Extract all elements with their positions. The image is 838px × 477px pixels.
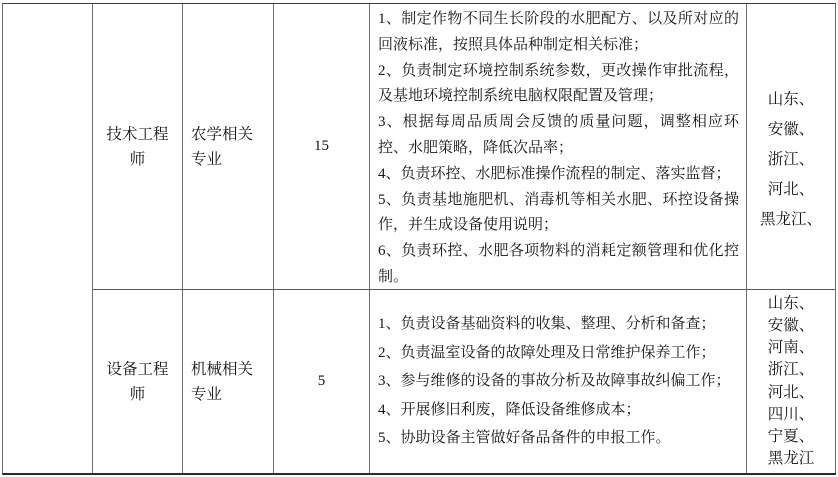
location-item: 浙江、	[767, 361, 815, 379]
duty-item: 2、负责温室设备的故障处理及日常维护保养工作；	[378, 344, 716, 361]
location-item: 安徽、	[767, 120, 815, 138]
location-item: 山东、	[767, 90, 815, 108]
location-item: 河北、	[767, 383, 815, 401]
duty-item: 6、负责环控、水肥各项物料的消耗定额管理和优化控制。	[378, 243, 739, 285]
job-title-cell-row1	[93, 4, 183, 290]
headcount-text: 15	[314, 138, 329, 154]
location-item: 河南、	[767, 339, 815, 357]
location-item: 浙江、	[767, 150, 815, 168]
location-item: 四川、	[767, 405, 815, 423]
location-item: 河北、	[767, 180, 815, 198]
location-item: 黑龙江、	[759, 210, 822, 228]
duty-item: 1、负责设备基础资料的收集、整理、分析和备查；	[378, 316, 716, 333]
duty-item: 3、根据每周品质周会反馈的质量问题，调整相应环控、水肥策略，降低次品率；	[378, 114, 739, 156]
headcount-cell-row1	[274, 4, 370, 290]
locations-cell-row1	[747, 4, 836, 290]
duty-item: 3、参与维修的设备的事故分析及故障事故纠偏工作；	[378, 373, 731, 390]
duty-item: 1、制定作物不同生长阶段的水肥配方、以及所对应的回液标准，按照具体品种制定相关标准；	[378, 11, 739, 53]
recruitment-table	[2, 3, 836, 475]
duty-item: 2、负责制定环境控制系统参数，更改操作审批流程，及基地环境控制系统电脑权限配置及管理；	[378, 62, 739, 105]
headcount-cell-row2	[274, 290, 370, 473]
empty-spanning-cell	[3, 4, 93, 473]
job-title-text: 设备工程师	[106, 360, 169, 403]
duty-item: 4、开展修旧利废，降低设备维修成本；	[378, 401, 641, 418]
major-cell-row2	[183, 290, 274, 473]
duty-item: 4、负责环控、水肥标准操作流程的制定、落实监督；	[378, 165, 731, 182]
duties-cell-row2	[370, 290, 747, 473]
job-title-text: 技术工程师	[106, 125, 169, 168]
locations-cell-row2	[747, 290, 836, 473]
major-text: 机械相关专业	[191, 360, 254, 403]
duty-item: 5、负责基地施肥机、消毒机等相关水肥、环控设备操作，并生成设备使用说明；	[378, 191, 739, 234]
major-cell-row1	[183, 4, 274, 290]
duties-cell-row1	[370, 4, 747, 290]
job-title-cell-row2	[93, 290, 183, 473]
location-item: 宁夏、	[767, 427, 815, 445]
location-item: 山东、	[767, 294, 815, 312]
location-item: 黑龙江	[767, 450, 815, 468]
location-item: 安徽、	[767, 316, 815, 334]
major-text: 农学相关专业	[191, 125, 254, 168]
duty-item: 5、协助设备主管做好备品备件的申报工作。	[378, 430, 671, 447]
headcount-text: 5	[317, 373, 326, 389]
